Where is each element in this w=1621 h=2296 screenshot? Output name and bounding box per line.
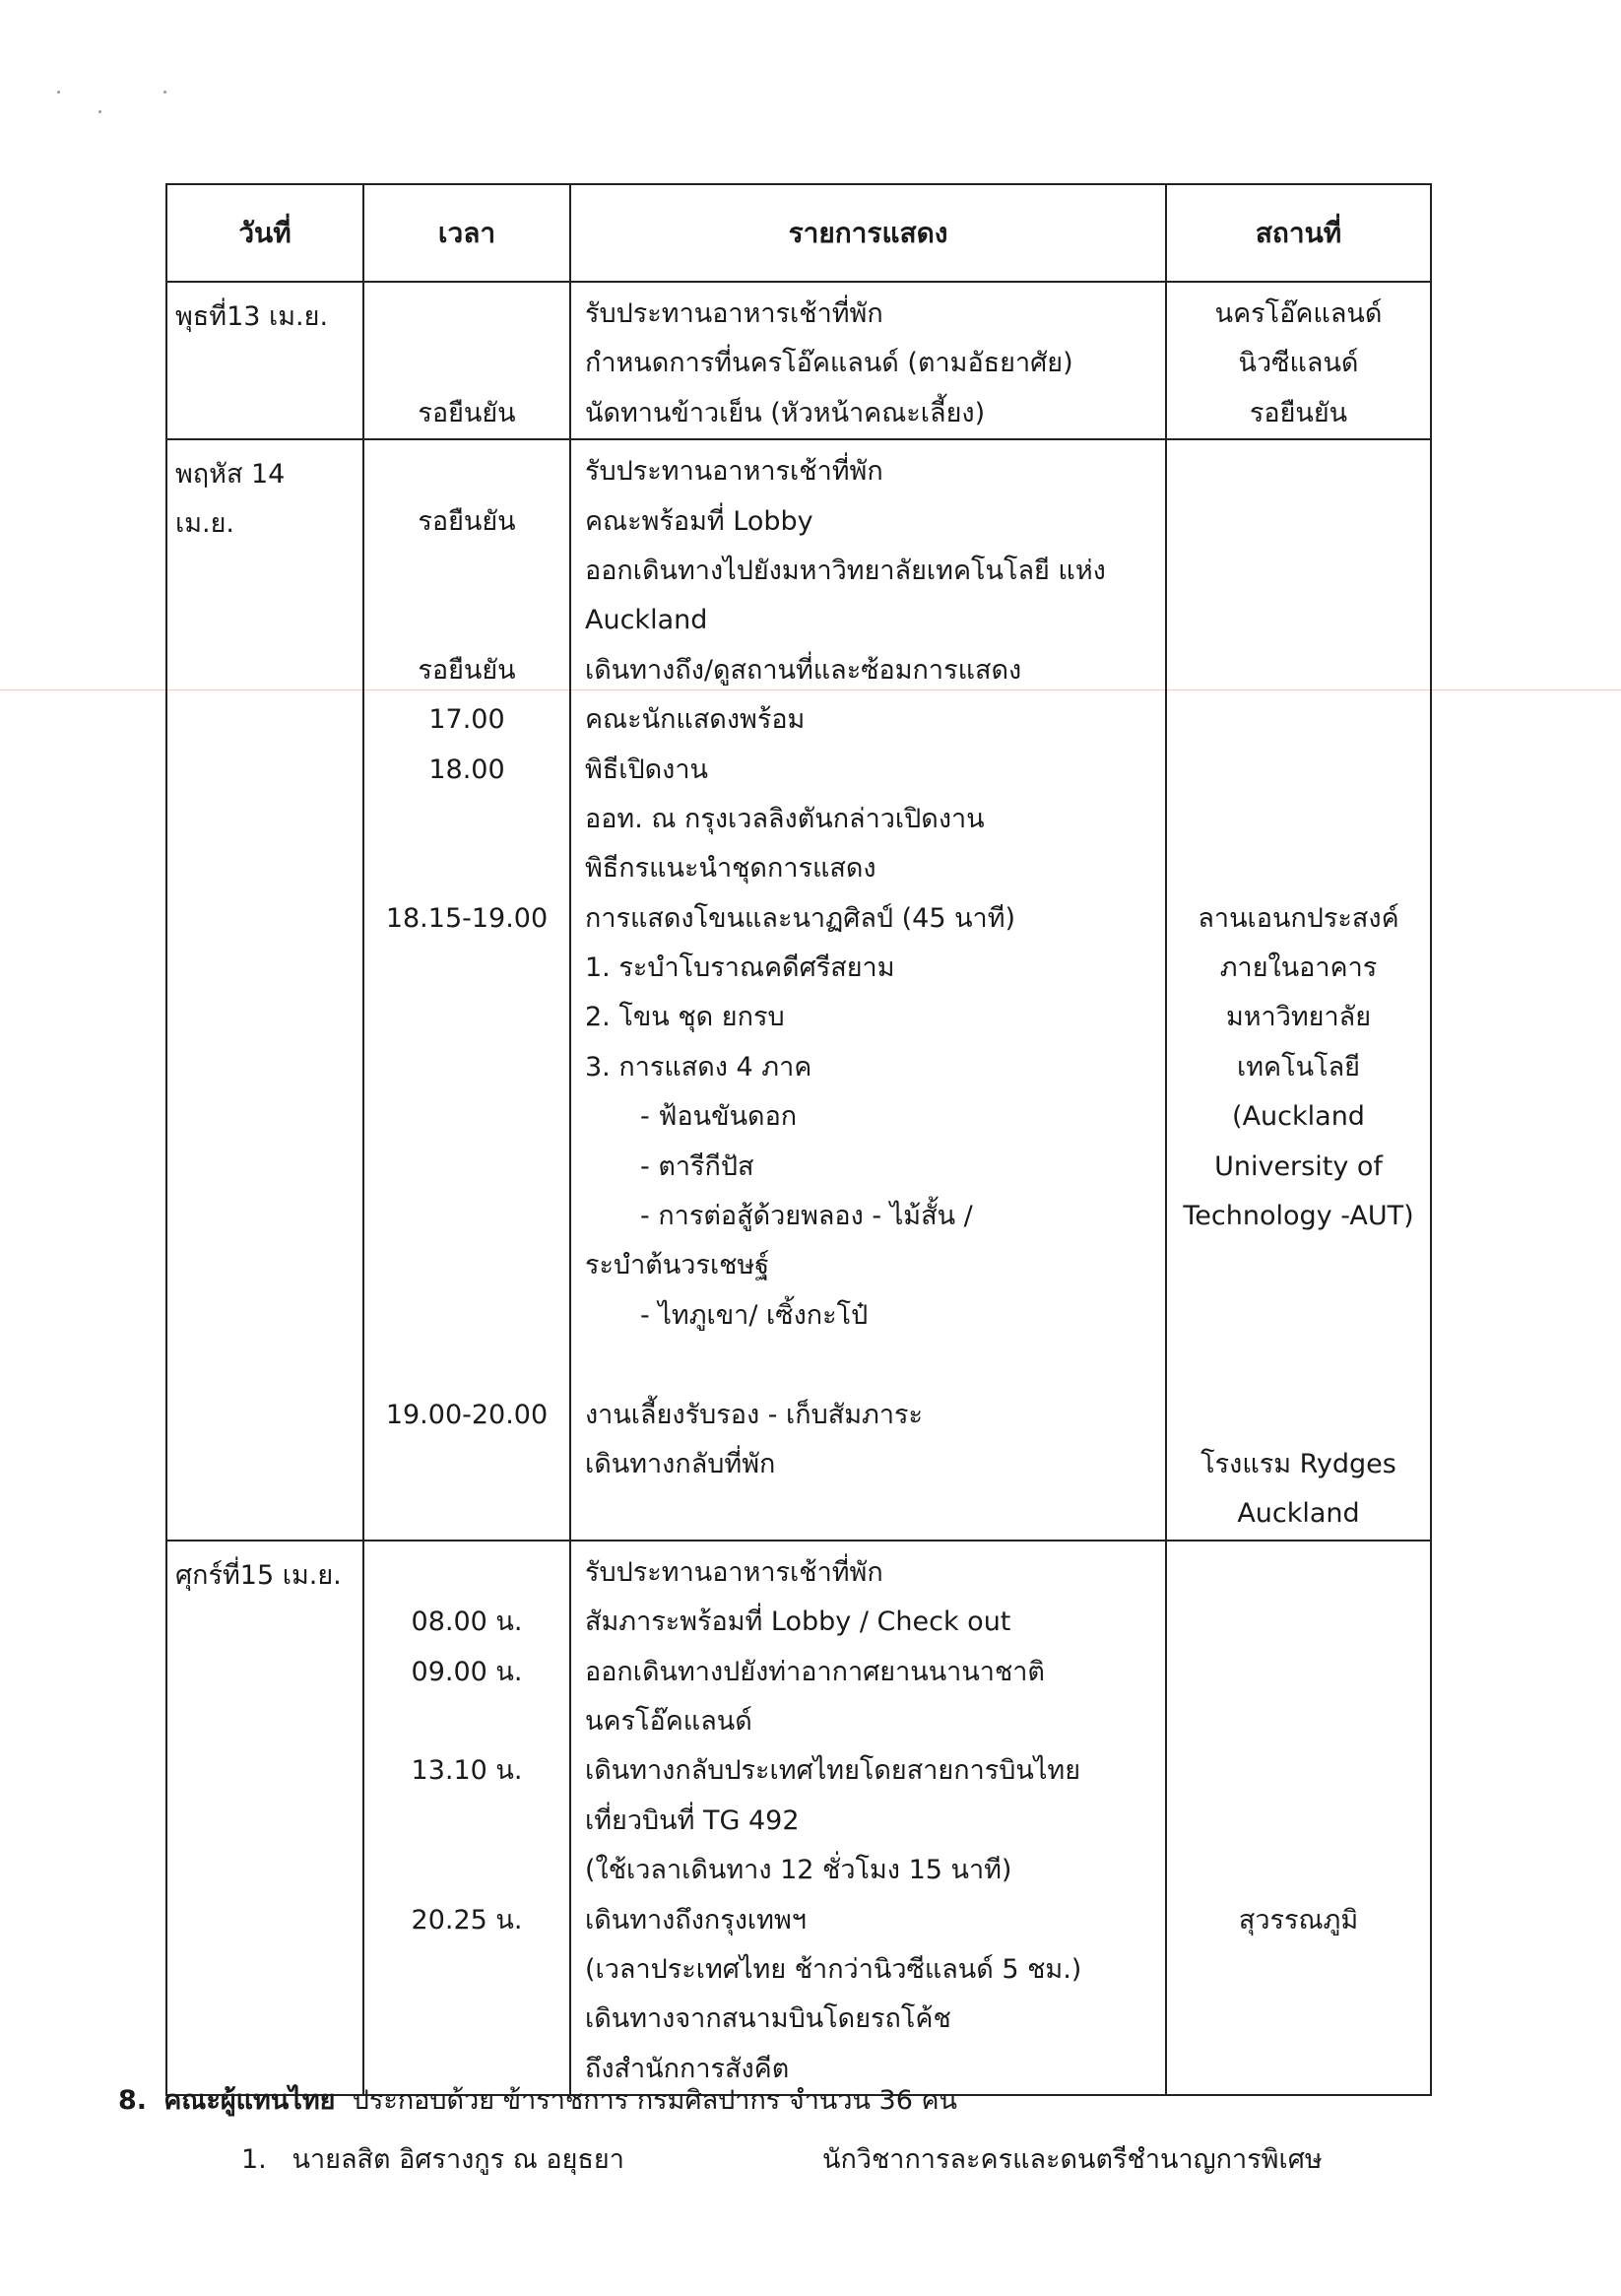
date-text: ศุกร์ที่15 เม.ย. <box>175 1559 342 1591</box>
program-item: กำหนดการที่นครโอ๊คแลนด์ (ตามอัธยาศัย) <box>585 348 1073 379</box>
member-name: นายลสิต อิศรางกูร ณ อยุธยา <box>292 2144 624 2175</box>
table-row <box>166 439 1431 1541</box>
time-text: รอยืนยัน <box>418 505 516 537</box>
venue-text: Auckland <box>1237 1498 1360 1530</box>
program-cell <box>570 1541 1166 2095</box>
venue-text <box>1167 447 1430 496</box>
time-text: 13.10 น. <box>411 1755 523 1787</box>
venue-text: นิวซีแลนด์ <box>1238 348 1359 379</box>
member-role: นักวิชาการละครและดนตรีชำนาญการพิเศษ <box>822 2144 1323 2175</box>
time-text <box>364 596 569 645</box>
venue-text <box>1167 1291 1430 1341</box>
venue-text: Technology -AUT) <box>1183 1201 1414 1232</box>
program-item <box>571 1341 1165 1390</box>
venue-text <box>1167 844 1430 893</box>
venue-text <box>1167 1746 1430 1796</box>
program-item: (ใช้เวลาเดินทาง 12 ชั่วโมง 15 นาที) <box>585 1855 1012 1886</box>
program-item: นัดทานข้าวเย็น (หัวหน้าคณะเลี้ยง) <box>585 397 986 428</box>
program-item: - ไทภูเขา/ เซิ้งกะโป๋ <box>640 1299 869 1331</box>
time-text <box>364 944 569 993</box>
time-text: 17.00 <box>428 704 505 736</box>
header-program: รายการแสดง <box>570 184 1166 282</box>
time-text <box>364 339 569 388</box>
venue-text <box>1167 646 1430 695</box>
program-item: เดินทางถึง/ดูสถานที่และซ้อมการแสดง <box>585 654 1022 686</box>
time-text <box>364 1241 569 1290</box>
venue-text <box>1167 547 1430 596</box>
date-text: พุธที่13 เม.ย. <box>175 301 329 332</box>
time-text <box>364 1548 569 1598</box>
table-row <box>166 1541 1431 2095</box>
section-heading: คณะผู้แทนไทย <box>163 2085 336 2116</box>
scan-speck <box>163 91 166 94</box>
venue-text <box>1167 1241 1430 1290</box>
venue-cell <box>1166 439 1431 1541</box>
time-text: 20.25 น. <box>411 1904 523 1935</box>
program-item: สัมภาระพร้อมที่ Lobby / Check out <box>585 1607 1011 1638</box>
section-number: 8. <box>118 2085 148 2116</box>
venue-text <box>1167 1945 1430 1995</box>
program-item: รับประทานอาหารเช้าที่พัก <box>585 1556 883 1588</box>
time-text: รอยืนยัน <box>418 397 516 428</box>
venue-text <box>1167 746 1430 795</box>
time-text <box>364 1995 569 2044</box>
venue-text: สุวรรณภูมิ <box>1238 1904 1359 1935</box>
time-text <box>364 1797 569 1846</box>
header-time: เวลา <box>363 184 570 282</box>
program-item: เดินทางถึงกรุงเทพฯ <box>585 1904 807 1935</box>
program-item: คณะนักแสดงพร้อม <box>585 704 806 736</box>
venue-text: (Auckland <box>1232 1101 1365 1133</box>
section-8-line <box>118 2078 957 2121</box>
date-cell <box>166 1541 363 2095</box>
time-text: 09.00 น. <box>411 1656 523 1687</box>
venue-text <box>1167 1697 1430 1746</box>
program-item: เดินทางกลับที่พัก <box>585 1448 776 1479</box>
program-item: 1. ระบำโบราณคดีศรีสยาม <box>585 952 895 984</box>
time-text <box>364 795 569 844</box>
time-text <box>364 1092 569 1142</box>
program-item: งานเลี้ยงรับรอง - เก็บสัมภาระ <box>585 1399 923 1430</box>
venue-text: ลานเอนกประสงค์ <box>1198 902 1399 934</box>
time-text <box>364 1945 569 1995</box>
program-item: นครโอ๊คแลนด์ <box>585 1705 752 1737</box>
program-cell <box>570 282 1166 439</box>
venue-text: มหาวิทยาลัย <box>1225 1002 1372 1033</box>
program-item: การแสดงโขนและนาฏศิลป์ (45 นาที) <box>585 902 1016 934</box>
program-item: พิธีกรแนะนำชุดการแสดง <box>585 853 876 885</box>
time-text: รอยืนยัน <box>418 654 516 686</box>
time-text <box>364 1489 569 1539</box>
time-text: 18.15-19.00 <box>385 902 549 934</box>
time-cell <box>363 1541 570 2095</box>
time-text: 18.00 <box>428 754 505 785</box>
venue-text: โรงแรม Rydges <box>1200 1448 1396 1479</box>
venue-cell <box>1166 1541 1431 2095</box>
time-text <box>364 1697 569 1746</box>
venue-text: University of <box>1214 1150 1383 1182</box>
date-text: พฤหัส 14 <box>175 459 286 491</box>
time-text <box>364 993 569 1042</box>
scan-speck <box>98 110 101 113</box>
venue-text <box>1167 1391 1430 1440</box>
venue-text <box>1167 1341 1430 1390</box>
program-item: ระบำต้นวรเชษฐ์ <box>585 1250 770 1281</box>
program-item: ถึงสำนักการสังคีต <box>585 2053 790 2084</box>
program-item: - ตารีกีปัส <box>640 1150 754 1182</box>
venue-text: รอยืนยัน <box>1249 397 1348 428</box>
header-date: วันที่ <box>166 184 363 282</box>
table-row <box>166 282 1431 439</box>
venue-text <box>1167 1797 1430 1846</box>
venue-text <box>1167 596 1430 645</box>
program-item: - การต่อสู้ด้วยพลอง - ไม้สั้น / <box>640 1201 973 1232</box>
program-cell <box>570 439 1166 1541</box>
date-cell <box>166 439 363 1541</box>
schedule-table <box>165 183 1432 2096</box>
time-text <box>364 844 569 893</box>
program-item: รับประทานอาหารเช้าที่พัก <box>585 456 883 488</box>
program-item: ออท. ณ กรุงเวลลิงตันกล่าวเปิดงาน <box>585 803 985 834</box>
venue-text: ภายในอาคาร <box>1219 952 1378 984</box>
time-text: 08.00 น. <box>411 1607 523 1638</box>
member-line <box>241 2137 1323 2180</box>
program-item: ออกเดินทางปยังท่าอากาศยานนานาชาติ <box>585 1656 1045 1687</box>
member-index: 1. <box>241 2144 267 2175</box>
time-cell <box>363 282 570 439</box>
venue-text <box>1167 1548 1430 1598</box>
header-venue: สถานที่ <box>1166 184 1431 282</box>
venue-text <box>1167 695 1430 745</box>
program-item: 3. การแสดง 4 ภาค <box>585 1051 812 1082</box>
table-header-row <box>166 184 1431 282</box>
program-item <box>571 1489 1165 1539</box>
section-text: ประกอบด้วย ข้าราชการ กรมศิลปากร จำนวน 36 คน <box>352 2085 957 2116</box>
time-text <box>364 1143 569 1192</box>
time-text <box>364 290 569 339</box>
program-item: พิธีเปิดงาน <box>585 754 708 785</box>
venue-text: นครโอ๊คแลนด์ <box>1214 298 1383 329</box>
venue-text <box>1167 1648 1430 1697</box>
program-item: คณะพร้อมที่ Lobby <box>585 505 813 537</box>
venue-text: เทคโนโลยี <box>1237 1051 1360 1082</box>
program-item: 2. โขน ชุด ยกรบ <box>585 1002 785 1033</box>
venue-text <box>1167 795 1430 844</box>
program-item: เดินทางจากสนามบินโดยรถโค้ช <box>585 2003 951 2035</box>
time-text <box>364 447 569 496</box>
time-text <box>364 1846 569 1895</box>
program-item: Auckland <box>585 605 708 636</box>
program-item: - ฟ้อนขันดอก <box>640 1101 798 1133</box>
time-cell <box>363 439 570 1541</box>
venue-text <box>1167 1995 1430 2044</box>
venue-text <box>1167 1846 1430 1895</box>
schedule-body <box>166 282 1431 2095</box>
date-text: เม.ย. <box>175 508 235 540</box>
program-item: เดินทางกลับประเทศไทยโดยสายการบินไทย <box>585 1755 1081 1787</box>
venue-cell <box>1166 282 1431 439</box>
time-text <box>364 1341 569 1390</box>
scan-speck <box>57 91 60 94</box>
venue-text <box>1167 497 1430 547</box>
program-item: รับประทานอาหารเช้าที่พัก <box>585 298 883 329</box>
program-item: (เวลาประเทศไทย ช้ากว่านิวซีแลนด์ 5 ชม.) <box>585 1953 1082 1985</box>
time-text: 19.00-20.00 <box>385 1399 549 1430</box>
venue-text <box>1167 1598 1430 1647</box>
time-text <box>364 1440 569 1489</box>
program-item: ออกเดินทางไปยังมหาวิทยาลัยเทคโนโลยี แห่ง <box>585 555 1106 586</box>
program-item: เที่ยวบินที่ TG 492 <box>585 1804 800 1836</box>
time-text <box>364 1043 569 1092</box>
venue-text <box>1167 2045 1430 2094</box>
time-text <box>364 1192 569 1241</box>
date-cell <box>166 282 363 439</box>
time-text <box>364 547 569 596</box>
time-text <box>364 1291 569 1341</box>
